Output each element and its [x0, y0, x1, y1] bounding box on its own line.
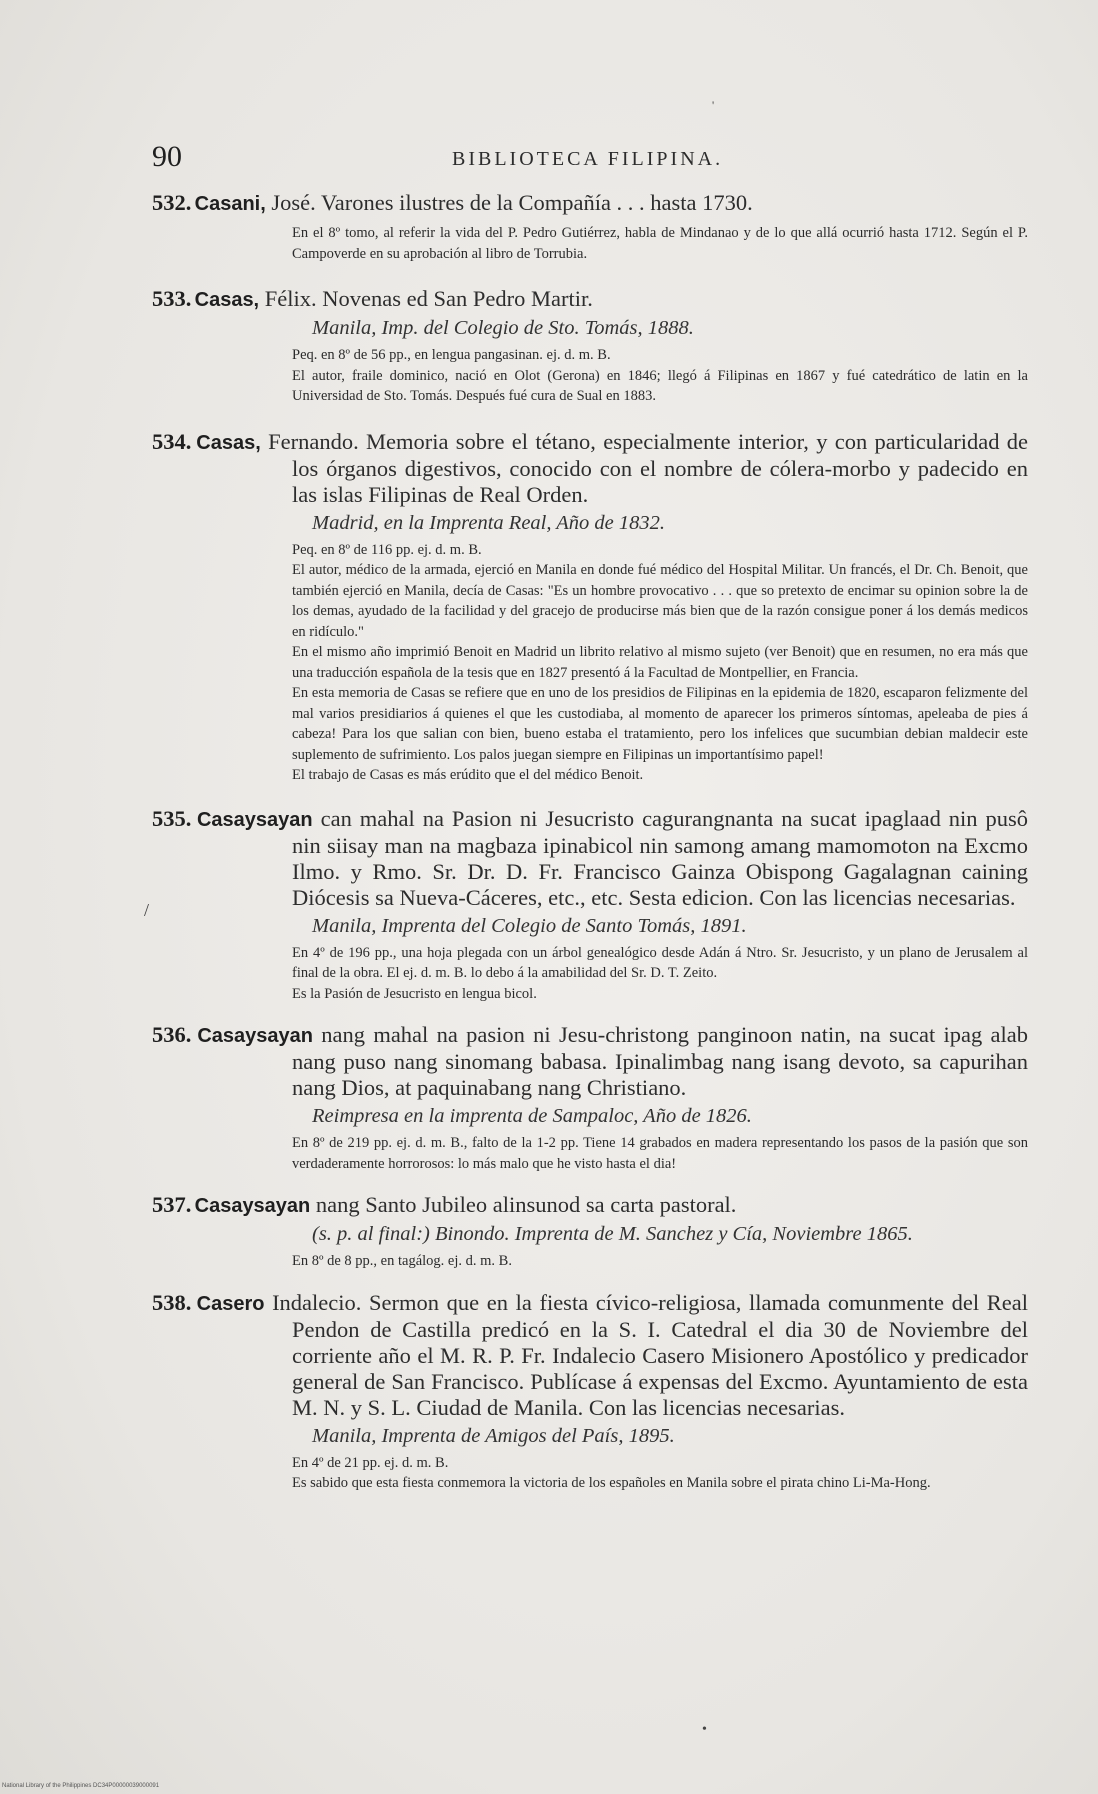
entry-note: En el 8º tomo, al referir la vida del P. Pedro Gutiérrez, habla de Mindanao y de lo que allá ocurrió hasta 1712. Según el P. Campoverde en su aprobación al libro de Torrubia.	[292, 225, 1028, 262]
entry-title: can mahal na Pasion ni Jesucristo cagurangnanta na sucat ipaglaad nin pusô nin siisay man na magbaza ipinabicol nin samong amang mamomoton na Excmo Ilmo. y Rmo. Sr. Dr. D. Fr. Francisco Gainza Obispong Gagalagnan caining Diócesis sa Nueva-Cáceres, etc., etc. Sesta edicion. Con las licencias necesarias.	[292, 805, 1029, 910]
entry-note: El autor, médico de la armada, ejerció en Manila en donde fué médico del Hospital Militar. Un francés, el Dr. Ch. Benoit, que también ejerció en Manila, decía de Casas: "Es un hombre provocativo . . . que so pretexto de encimar su opinion sobre la de los demas, ayudado de la facilidad y del gracejo de producirse más bien que de la razón consigue poner á los demás medicos en ridículo."	[292, 562, 1028, 640]
entry-title: Félix. Novenas ed San Pedro Martir.	[264, 286, 593, 311]
entry-534	[152, 429, 1028, 786]
entry-note: En 8º de 8 pp., en tagálog. ej. d. m. B.	[292, 1253, 512, 1269]
entry-title-line	[152, 1192, 1028, 1219]
entry-imprint: (s. p. al final:) Binondo. Imprenta de M. Sanchez y Cía, Noviembre 1865.	[312, 1223, 913, 1245]
entry-note: En esta memoria de Casas se refiere que en uno de los presidios de Filipinas en la epidemia de 1820, escaparon felizmente del mal varios presidiarios á quienes el que les custodiaba, al momento de aparecer los primeros síntomas, apeleaba de pies á cabeza! Para los que salian con bien, bueno estaba el tratamiento, pero los infelices que sucumbian debian maldecir este suplemento de sufrimiento. Los palos juegan siempre en Filipinas un importantísimo papel!	[292, 685, 1028, 763]
entry-533	[152, 286, 1028, 407]
entry-author: Casani,	[194, 193, 266, 215]
entry-title: Fernando. Memoria sobre el tétano, especialmente interior, y con particularidad de los órganos digestivos, conocido con el nombre de cólera-morbo y padecido en las islas Filipinas de Real Orden.	[268, 428, 1028, 507]
entry-537	[152, 1192, 1028, 1272]
entry-number: 535.	[152, 805, 192, 831]
entry-title-line	[152, 1290, 1028, 1421]
entry-title: nang Santo Jubileo alinsunod sa carta pastoral.	[315, 1192, 737, 1217]
entry-title-line	[152, 190, 1028, 217]
entry-note: En 4º de 196 pp., una hoja plegada con un árbol genealógico desde Adán á Ntro. Sr. Jesucristo, y un plano de Jerusalem al final de la obra. El ej. d. m. B. lo debo á la amabilidad del Sr. D. T. Zeito.	[292, 944, 1028, 981]
entry-author: Casaysayan	[196, 808, 313, 831]
entry-imprint: Reimpresa en la imprenta de Sampaloc, Año de 1826.	[312, 1105, 752, 1127]
entry-532	[152, 190, 1028, 264]
entry-author: Casas,	[194, 289, 260, 311]
page-number: 90	[152, 140, 182, 173]
entry-536	[152, 1022, 1028, 1174]
entry-title-line	[152, 1022, 1028, 1101]
margin-mark: '	[712, 98, 715, 112]
entry-note: Es la Pasión de Jesucristo en lengua bicol.	[292, 985, 537, 1002]
entry-538	[152, 1290, 1028, 1494]
entry-title: José. Varones ilustres de la Compañía . . . hasta 1730.	[271, 190, 753, 215]
entry-title: Indalecio. Sermon que en la fiesta cívico-religiosa, llamada comunmente del Real Pendon de Castilla predicó en la S. I. Catedral el dia 30 de Noviembre del corriente año el M. R. P. Fr. Indalecio Casero Misionero Apostólico y predicador general de San Francisco. Publícase á expensas del Excmo. Ayuntamiento de esta M. N. y S. L. Ciudad de Manila. Con las licencias necesarias.	[272, 1289, 1028, 1420]
entry-number: 537.	[152, 1192, 192, 1217]
entry-number: 532.	[152, 190, 192, 215]
entry-535	[152, 806, 1028, 1005]
entry-imprint: Manila, Imprenta del Colegio de Santo Tomás, 1891.	[312, 914, 747, 937]
entry-imprint: Manila, Imprenta de Amigos del País, 1895.	[312, 1424, 675, 1447]
entry-title-line	[152, 429, 1028, 508]
entry-title-line	[152, 806, 1028, 911]
entry-note: El autor, fraile dominico, nació en Olot (Gerona) en 1846; llegó á Filipinas en 1867 y fué catedrático de latin en la Universidad de Sto. Tomás. Después fué cura de Sual en 1883.	[292, 367, 1028, 404]
entry-note: Es sabido que esta fiesta conmemora la victoria de los españoles en Manila sobre el pirata chino Li-Ma-Hong.	[292, 1475, 931, 1491]
entry-note: En 4º de 21 pp. ej. d. m. B.	[292, 1454, 449, 1471]
entry-author: Casaysayan	[197, 1025, 313, 1047]
entry-note: Peq. en 8º de 56 pp., en lengua pangasinan. ej. d. m. B.	[292, 347, 611, 363]
entry-number: 536.	[152, 1022, 192, 1047]
entry-imprint: Madrid, en la Imprenta Real, Año de 1832.	[312, 511, 666, 534]
entry-number: 534.	[152, 428, 192, 454]
entry-note: En el mismo año imprimió Benoit en Madrid un librito relativo al mismo sujeto (ver Benoit) que en resumen, no era más que una traducción española de la tesis que en 1827 presentó á la Facultad de Montpellier, en Francia.	[292, 644, 1028, 681]
entry-number: 538.	[152, 1289, 192, 1315]
entry-imprint: Manila, Imp. del Colegio de Sto. Tomás, 1888.	[312, 317, 694, 339]
margin-mark: /	[144, 900, 150, 920]
entry-title-line	[152, 286, 1028, 313]
entry-note: En 8º de 219 pp. ej. d. m. B., falto de la 1-2 pp. Tiene 14 grabados en madera representando los pasos de la pasión que son verdaderamente horrorosos: lo más malo que he visto hasta el dia!	[292, 1135, 1028, 1172]
entries-list	[152, 190, 1028, 1512]
footer-credit: National Library of the Philippines DC34P00000039000091	[2, 1783, 160, 1789]
entry-number: 533.	[152, 286, 192, 311]
entry-author: Casaysayan	[194, 1195, 311, 1217]
entry-author: Casas,	[196, 431, 261, 454]
entry-author: Casero	[196, 1292, 265, 1315]
entry-note: Peq. en 8º de 116 pp. ej. d. m. B.	[292, 541, 482, 558]
entry-note: El trabajo de Casas es más erúdito que el del médico Benoit.	[292, 767, 644, 783]
entry-title: nang mahal na pasion ni Jesu-christong panginoon natin, na sucat ipag alab nang puso nang sinomang babasa. Ipinalimbag nang isang devoto, sa capurihan nang Dios, at paquinabang nang Christiano.	[292, 1022, 1029, 1100]
running-title: BIBLIOTECA FILIPINA.	[452, 148, 724, 170]
page-header	[152, 140, 952, 176]
margin-mark: •	[702, 1722, 707, 1737]
